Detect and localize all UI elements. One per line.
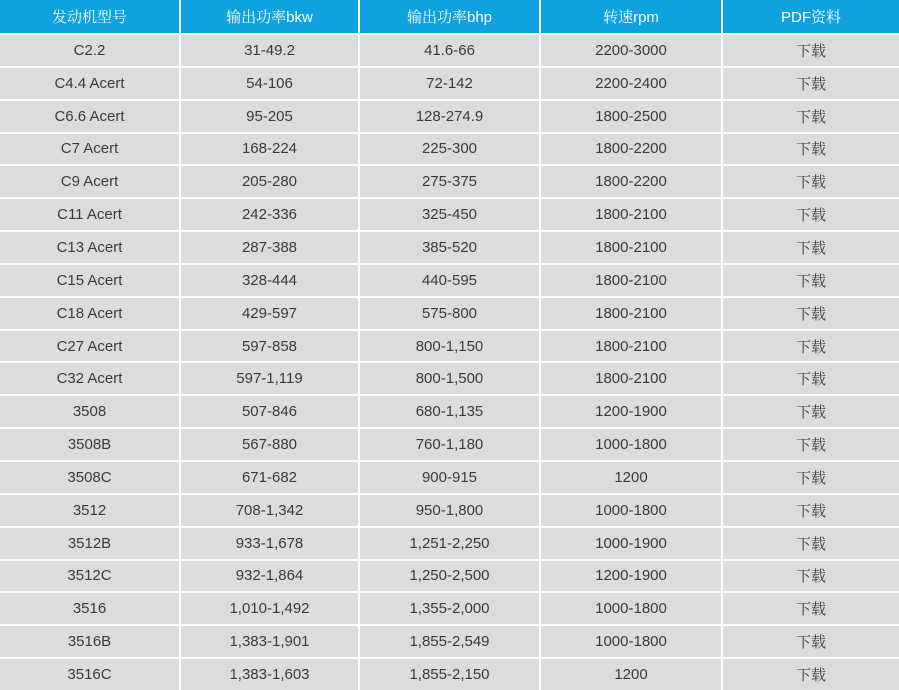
output-power-bhp-cell: 325-450: [359, 198, 540, 231]
speed-rpm-cell: 1800-2100: [540, 198, 722, 231]
output-power-bhp-cell: 72-142: [359, 67, 540, 100]
table-row: [0, 658, 899, 690]
table-row: [0, 395, 899, 428]
pdf-download-link[interactable]: 下载: [722, 264, 899, 297]
speed-rpm-cell: 1800-2100: [540, 362, 722, 395]
pdf-download-link[interactable]: 下载: [722, 133, 899, 166]
output-power-bkw-cell: 507-846: [180, 395, 359, 428]
pdf-download-link[interactable]: 下载: [722, 658, 899, 690]
column-header-output-power-bhp: 输出功率bhp: [359, 0, 540, 34]
table-row: [0, 560, 899, 593]
output-power-bhp-cell: 1,855-2,150: [359, 658, 540, 690]
output-power-bhp-cell: 760-1,180: [359, 428, 540, 461]
output-power-bhp-cell: 1,855-2,549: [359, 625, 540, 658]
engine-model-cell: C27 Acert: [0, 330, 180, 363]
speed-rpm-cell: 1800-2100: [540, 330, 722, 363]
engine-model-cell: C11 Acert: [0, 198, 180, 231]
output-power-bkw-cell: 168-224: [180, 133, 359, 166]
output-power-bkw-cell: 1,383-1,901: [180, 625, 359, 658]
speed-rpm-cell: 1000-1900: [540, 527, 722, 560]
output-power-bkw-cell: 567-880: [180, 428, 359, 461]
engine-model-cell: C32 Acert: [0, 362, 180, 395]
speed-rpm-cell: 1800-2100: [540, 231, 722, 264]
pdf-download-link[interactable]: 下载: [722, 592, 899, 625]
speed-rpm-cell: 1000-1800: [540, 592, 722, 625]
engine-model-cell: 3508B: [0, 428, 180, 461]
output-power-bhp-cell: 1,250-2,500: [359, 560, 540, 593]
speed-rpm-cell: 1800-2100: [540, 264, 722, 297]
output-power-bkw-cell: 933-1,678: [180, 527, 359, 560]
output-power-bkw-cell: 205-280: [180, 165, 359, 198]
engine-table-body: [0, 34, 899, 690]
table-row: [0, 297, 899, 330]
engine-model-cell: C6.6 Acert: [0, 100, 180, 133]
output-power-bkw-cell: 597-858: [180, 330, 359, 363]
engine-model-cell: 3512B: [0, 527, 180, 560]
speed-rpm-cell: 1200: [540, 461, 722, 494]
speed-rpm-cell: 2200-2400: [540, 67, 722, 100]
output-power-bhp-cell: 680-1,135: [359, 395, 540, 428]
output-power-bhp-cell: 385-520: [359, 231, 540, 264]
output-power-bkw-cell: 31-49.2: [180, 34, 359, 67]
table-row: [0, 461, 899, 494]
column-header-pdf-docs: PDF资料: [722, 0, 899, 34]
pdf-download-link[interactable]: 下载: [722, 362, 899, 395]
output-power-bkw-cell: 95-205: [180, 100, 359, 133]
pdf-download-link[interactable]: 下载: [722, 494, 899, 527]
output-power-bkw-cell: 1,383-1,603: [180, 658, 359, 690]
column-header-engine-model: 发动机型号: [0, 0, 180, 34]
output-power-bkw-cell: 54-106: [180, 67, 359, 100]
engine-model-cell: C2.2: [0, 34, 180, 67]
table-row: [0, 330, 899, 363]
table-row: [0, 494, 899, 527]
table-row: [0, 231, 899, 264]
speed-rpm-cell: 1800-2500: [540, 100, 722, 133]
output-power-bhp-cell: 575-800: [359, 297, 540, 330]
table-row: [0, 592, 899, 625]
output-power-bkw-cell: 932-1,864: [180, 560, 359, 593]
pdf-download-link[interactable]: 下载: [722, 560, 899, 593]
engine-model-cell: C4.4 Acert: [0, 67, 180, 100]
column-header-output-power-bkw: 输出功率bkw: [180, 0, 359, 34]
output-power-bkw-cell: 671-682: [180, 461, 359, 494]
table-row: [0, 625, 899, 658]
header-row: [0, 0, 899, 34]
pdf-download-link[interactable]: 下载: [722, 231, 899, 264]
speed-rpm-cell: 1800-2200: [540, 133, 722, 166]
speed-rpm-cell: 1000-1800: [540, 625, 722, 658]
output-power-bhp-cell: 275-375: [359, 165, 540, 198]
speed-rpm-cell: 1200-1900: [540, 395, 722, 428]
output-power-bkw-cell: 429-597: [180, 297, 359, 330]
output-power-bkw-cell: 597-1,119: [180, 362, 359, 395]
output-power-bhp-cell: 800-1,500: [359, 362, 540, 395]
pdf-download-link[interactable]: 下载: [722, 67, 899, 100]
speed-rpm-cell: 1000-1800: [540, 428, 722, 461]
speed-rpm-cell: 1800-2200: [540, 165, 722, 198]
output-power-bhp-cell: 440-595: [359, 264, 540, 297]
table-row: [0, 362, 899, 395]
output-power-bkw-cell: 242-336: [180, 198, 359, 231]
pdf-download-link[interactable]: 下载: [722, 625, 899, 658]
output-power-bkw-cell: 708-1,342: [180, 494, 359, 527]
output-power-bhp-cell: 900-915: [359, 461, 540, 494]
pdf-download-link[interactable]: 下载: [722, 198, 899, 231]
output-power-bkw-cell: 287-388: [180, 231, 359, 264]
table-row: [0, 428, 899, 461]
table-row: [0, 198, 899, 231]
pdf-download-link[interactable]: 下载: [722, 428, 899, 461]
pdf-download-link[interactable]: 下载: [722, 461, 899, 494]
engine-model-cell: 3516B: [0, 625, 180, 658]
speed-rpm-cell: 1200-1900: [540, 560, 722, 593]
table-header: [0, 0, 899, 34]
pdf-download-link[interactable]: 下载: [722, 395, 899, 428]
engine-model-cell: C9 Acert: [0, 165, 180, 198]
table-row: [0, 133, 899, 166]
table-row: [0, 165, 899, 198]
pdf-download-link[interactable]: 下载: [722, 100, 899, 133]
table-row: [0, 100, 899, 133]
speed-rpm-cell: 2200-3000: [540, 34, 722, 67]
engine-model-cell: C15 Acert: [0, 264, 180, 297]
engine-model-cell: C13 Acert: [0, 231, 180, 264]
table-row: [0, 527, 899, 560]
output-power-bkw-cell: 328-444: [180, 264, 359, 297]
output-power-bhp-cell: 225-300: [359, 133, 540, 166]
output-power-bkw-cell: 1,010-1,492: [180, 592, 359, 625]
speed-rpm-cell: 1200: [540, 658, 722, 690]
pdf-download-link[interactable]: 下载: [722, 165, 899, 198]
output-power-bhp-cell: 128-274.9: [359, 100, 540, 133]
table-row: [0, 67, 899, 100]
output-power-bhp-cell: 800-1,150: [359, 330, 540, 363]
pdf-download-link[interactable]: 下载: [722, 34, 899, 67]
speed-rpm-cell: 1800-2100: [540, 297, 722, 330]
engine-model-cell: 3508: [0, 395, 180, 428]
engine-model-cell: 3508C: [0, 461, 180, 494]
engine-model-cell: 3516: [0, 592, 180, 625]
engine-model-cell: 3516C: [0, 658, 180, 690]
pdf-download-link[interactable]: 下载: [722, 297, 899, 330]
column-header-speed-rpm: 转速rpm: [540, 0, 722, 34]
engine-model-cell: C18 Acert: [0, 297, 180, 330]
table-row: [0, 264, 899, 297]
output-power-bhp-cell: 1,355-2,000: [359, 592, 540, 625]
engine-model-cell: C7 Acert: [0, 133, 180, 166]
pdf-download-link[interactable]: 下载: [722, 527, 899, 560]
table-row: [0, 34, 899, 67]
engine-model-cell: 3512C: [0, 560, 180, 593]
output-power-bhp-cell: 1,251-2,250: [359, 527, 540, 560]
output-power-bhp-cell: 950-1,800: [359, 494, 540, 527]
output-power-bhp-cell: 41.6-66: [359, 34, 540, 67]
pdf-download-link[interactable]: 下载: [722, 330, 899, 363]
speed-rpm-cell: 1000-1800: [540, 494, 722, 527]
engine-model-cell: 3512: [0, 494, 180, 527]
